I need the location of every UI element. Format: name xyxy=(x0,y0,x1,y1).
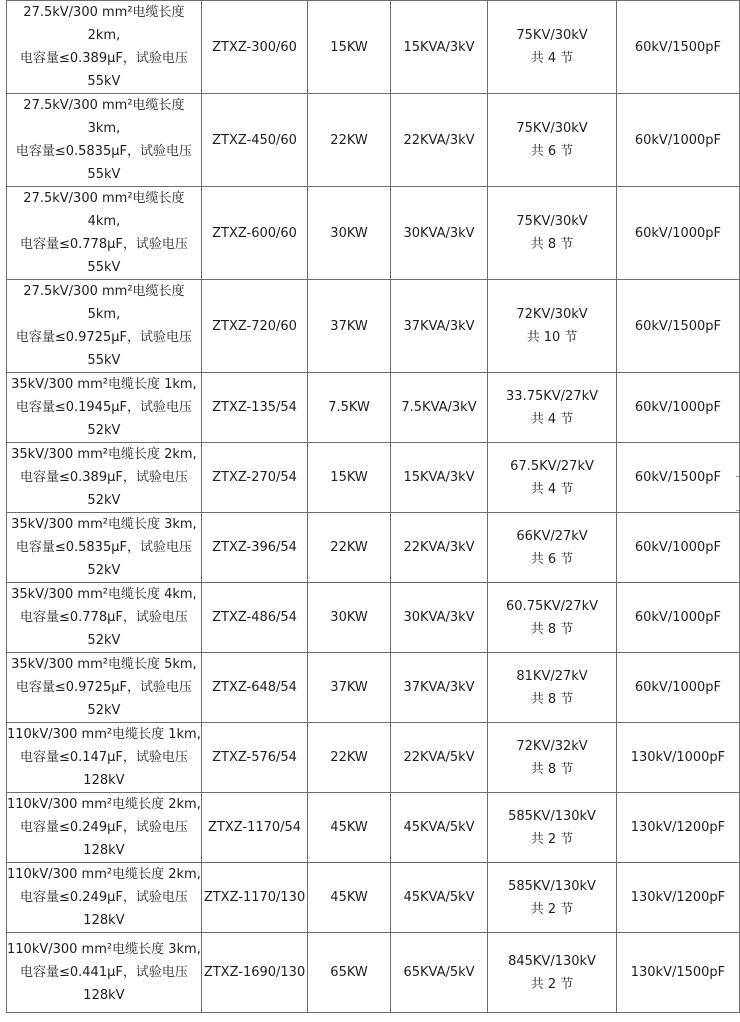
cable-spec-cell xyxy=(7,187,202,280)
model-cell: ZTXZ-270/54 xyxy=(201,443,307,513)
table-row xyxy=(7,723,740,793)
exciter-cell: 15KVA/3kV xyxy=(390,1,487,94)
exciter-cell: 22KVA/3kV xyxy=(390,94,487,187)
table-row xyxy=(7,1,740,94)
table-row xyxy=(7,513,740,583)
exciter-cell: 15KVA/3kV xyxy=(390,443,487,513)
model-cell: ZTXZ-1690/130 xyxy=(201,933,307,1013)
reactor-cell-line: 共 4 节 xyxy=(530,481,574,497)
cable-spec-cell-line: 128kV xyxy=(83,913,125,928)
model-cell: ZTXZ-1170/54 xyxy=(201,793,307,863)
divider-cell: 130kV/1200pF xyxy=(616,793,739,863)
cable-spec-cell-line: 27.5kV/300 mm²电缆长度 xyxy=(23,98,185,113)
cable-spec-cell-line: 电容量≤0.778μF，试验电压 xyxy=(19,610,188,625)
reactor-cell xyxy=(488,187,617,280)
model-cell: ZTXZ-600/60 xyxy=(201,187,307,280)
model-cell: ZTXZ-720/60 xyxy=(201,280,307,373)
power-cell: 22KW xyxy=(308,513,391,583)
cable-spec-cell-line: 电容量≤0.389μF，试验电压 xyxy=(19,51,188,66)
cable-spec-cell xyxy=(7,933,202,1013)
reactor-cell-line: 共 8 节 xyxy=(530,237,574,252)
divider-cell: 60kV/1500pF xyxy=(616,280,739,373)
cable-spec-cell-line: 电容量≤0.389μF，试验电压 xyxy=(19,470,188,485)
reactor-cell xyxy=(488,723,617,793)
cable-spec-cell xyxy=(7,443,202,513)
cable-spec-cell xyxy=(7,1,202,94)
spec-table-body xyxy=(7,1,740,1013)
divider-cell: 130kV/1200pF xyxy=(616,863,739,933)
exciter-cell: 30KVA/3kV xyxy=(390,187,487,280)
reactor-cell-line: 共 6 节 xyxy=(530,551,574,567)
cable-spec-cell-line: 52kV xyxy=(87,423,121,438)
model-cell: ZTXZ-135/54 xyxy=(201,373,307,443)
cable-spec-cell xyxy=(7,653,202,723)
cable-spec-cell-line: 128kV xyxy=(83,773,125,788)
divider-cell: 60kV/1000pF xyxy=(616,94,739,187)
cable-spec-cell-line: 128kV xyxy=(83,988,125,1003)
cable-spec-cell xyxy=(7,373,202,443)
reactor-cell xyxy=(488,793,617,863)
divider-cell: 60kV/1000pF xyxy=(616,187,739,280)
cable-spec-cell xyxy=(7,863,202,933)
cable-spec-cell-line: 35kV/300 mm²电缆长度 5km, xyxy=(11,657,197,672)
cable-spec-cell xyxy=(7,513,202,583)
reactor-cell xyxy=(488,513,617,583)
table-row xyxy=(7,653,740,723)
cable-spec-cell-line: 52kV xyxy=(87,563,121,578)
spec-table xyxy=(6,0,740,1013)
power-cell: 45KW xyxy=(308,863,391,933)
reactor-cell xyxy=(488,280,617,373)
reactor-cell-line: 共 2 节 xyxy=(530,976,574,992)
exciter-cell: 37KVA/3kV xyxy=(390,653,487,723)
cable-spec-cell-line: 55kV xyxy=(87,260,121,275)
reactor-cell-line: 845KV/130kV xyxy=(508,953,596,969)
cable-spec-cell-line: 电容量≤0.1945μF，试验电压 xyxy=(15,400,192,415)
table-row xyxy=(7,94,740,187)
reactor-cell-line: 共 10 节 xyxy=(526,330,578,345)
reactor-cell-line: 共 2 节 xyxy=(530,901,574,917)
reactor-cell-line: 共 8 节 xyxy=(530,621,574,637)
power-cell: 37KW xyxy=(308,280,391,373)
exciter-cell: 45KVA/5kV xyxy=(390,793,487,863)
power-cell: 30KW xyxy=(308,187,391,280)
cable-spec-cell-line: 5km, xyxy=(87,307,121,322)
table-row xyxy=(7,863,740,933)
cable-spec-cell-line: 110kV/300 mm²电缆长度 1km, xyxy=(7,727,201,742)
power-cell: 22KW xyxy=(308,94,391,187)
cable-spec-cell-line: 电容量≤0.5835μF，试验电压 xyxy=(15,540,192,555)
exciter-cell: 22KVA/3kV xyxy=(390,513,487,583)
cable-spec-cell xyxy=(7,793,202,863)
table-row xyxy=(7,793,740,863)
cable-spec-cell-line: 电容量≤0.9725μF，试验电压 xyxy=(15,330,192,345)
table-row xyxy=(7,443,740,513)
divider-cell: 60kV/1000pF xyxy=(616,653,739,723)
model-cell: ZTXZ-300/60 xyxy=(201,1,307,94)
cable-spec-cell-line: 110kV/300 mm²电缆长度 2km, xyxy=(7,797,201,812)
reactor-cell-line: 585KV/130kV xyxy=(508,808,596,824)
model-cell: ZTXZ-396/54 xyxy=(201,513,307,583)
table-row xyxy=(7,583,740,653)
cable-spec-cell-line: 电容量≤0.249μF，试验电压 xyxy=(19,890,188,905)
reactor-cell xyxy=(488,863,617,933)
reactor-cell-line: 75KV/30kV xyxy=(516,121,588,136)
reactor-cell-line: 72KV/32kV xyxy=(516,738,588,754)
cable-spec-cell xyxy=(7,280,202,373)
exciter-cell: 45KVA/5kV xyxy=(390,863,487,933)
reactor-cell-line: 共 8 节 xyxy=(530,761,574,777)
divider-cell: 60kV/1000pF xyxy=(616,583,739,653)
reactor-cell-line: 72KV/30kV xyxy=(516,307,588,322)
exciter-cell: 22KVA/5kV xyxy=(390,723,487,793)
cable-spec-cell-line: 35kV/300 mm²电缆长度 3km, xyxy=(11,517,197,532)
cable-spec-cell-line: 52kV xyxy=(87,633,121,648)
reactor-cell-line: 81KV/27kV xyxy=(516,668,588,684)
reactor-cell-line: 共 2 节 xyxy=(530,831,574,847)
divider-cell: 60kV/1500pF xyxy=(616,443,739,513)
cable-spec-cell-line: 128kV xyxy=(83,843,125,858)
reactor-cell xyxy=(488,94,617,187)
exciter-cell: 30KVA/3kV xyxy=(390,583,487,653)
cable-spec-cell-line: 27.5kV/300 mm²电缆长度 xyxy=(23,284,185,299)
cable-spec-cell-line: 110kV/300 mm²电缆长度 2km, xyxy=(7,867,201,882)
model-cell: ZTXZ-576/54 xyxy=(201,723,307,793)
reactor-cell-line: 75KV/30kV xyxy=(516,28,588,43)
reactor-cell-line: 共 4 节 xyxy=(530,51,574,66)
cable-spec-cell-line: 55kV xyxy=(87,353,121,368)
power-cell: 22KW xyxy=(308,723,391,793)
model-cell: ZTXZ-486/54 xyxy=(201,583,307,653)
cable-spec-cell-line: 3km, xyxy=(87,121,121,136)
model-cell: ZTXZ-1170/130 xyxy=(201,863,307,933)
cable-spec-cell-line: 电容量≤0.9725μF，试验电压 xyxy=(15,680,192,695)
cable-spec-cell-line: 27.5kV/300 mm²电缆长度 xyxy=(23,5,185,20)
cable-spec-cell-line: 35kV/300 mm²电缆长度 2km, xyxy=(11,447,197,462)
cable-spec-cell-line: 27.5kV/300 mm²电缆长度 xyxy=(23,191,185,206)
model-cell: ZTXZ-648/54 xyxy=(201,653,307,723)
reactor-cell-line: 共 6 节 xyxy=(530,144,574,159)
divider-cell: 60kV/1500pF xyxy=(616,1,739,94)
power-cell: 7.5KW xyxy=(308,373,391,443)
edge-mark xyxy=(736,510,739,511)
divider-cell: 60kV/1000pF xyxy=(616,513,739,583)
power-cell: 30KW xyxy=(308,583,391,653)
reactor-cell-line: 75KV/30kV xyxy=(516,214,588,229)
reactor-cell xyxy=(488,373,617,443)
reactor-cell xyxy=(488,583,617,653)
table-row xyxy=(7,933,740,1013)
cable-spec-cell-line: 4km, xyxy=(87,214,121,229)
cable-spec-cell-line: 电容量≤0.5835μF，试验电压 xyxy=(15,144,192,159)
table-row xyxy=(7,280,740,373)
reactor-cell-line: 60.75KV/27kV xyxy=(506,598,599,614)
power-cell: 15KW xyxy=(308,443,391,513)
cable-spec-cell-line: 110kV/300 mm²电缆长度 3km, xyxy=(7,942,201,957)
cable-spec-cell-line: 电容量≤0.441μF，试验电压 xyxy=(19,965,188,980)
model-cell: ZTXZ-450/60 xyxy=(201,94,307,187)
reactor-cell xyxy=(488,653,617,723)
edge-mark xyxy=(736,476,739,477)
reactor-cell xyxy=(488,933,617,1013)
reactor-cell-line: 共 4 节 xyxy=(530,411,574,427)
table-row xyxy=(7,187,740,280)
reactor-cell-line: 66KV/27kV xyxy=(516,528,588,544)
cable-spec-cell xyxy=(7,94,202,187)
reactor-cell xyxy=(488,443,617,513)
power-cell: 45KW xyxy=(308,793,391,863)
exciter-cell: 37KVA/3kV xyxy=(390,280,487,373)
power-cell: 37KW xyxy=(308,653,391,723)
power-cell: 65KW xyxy=(308,933,391,1013)
exciter-cell: 65KVA/5kV xyxy=(390,933,487,1013)
cable-spec-cell-line: 52kV xyxy=(87,493,121,508)
cable-spec-cell-line: 55kV xyxy=(87,74,121,89)
cable-spec-cell-line: 电容量≤0.249μF，试验电压 xyxy=(19,820,188,835)
cable-spec-cell xyxy=(7,583,202,653)
table-row xyxy=(7,373,740,443)
reactor-cell-line: 33.75KV/27kV xyxy=(506,388,599,404)
power-cell: 15KW xyxy=(308,1,391,94)
cable-spec-cell-line: 35kV/300 mm²电缆长度 4km, xyxy=(11,587,197,602)
cable-spec-cell xyxy=(7,723,202,793)
cable-spec-cell-line: 电容量≤0.778μF，试验电压 xyxy=(19,237,188,252)
reactor-cell-line: 共 8 节 xyxy=(530,691,574,707)
cable-spec-cell-line: 电容量≤0.147μF，试验电压 xyxy=(19,750,188,765)
reactor-cell xyxy=(488,1,617,94)
divider-cell: 130kV/1500pF xyxy=(616,933,739,1013)
divider-cell: 130kV/1000pF xyxy=(616,723,739,793)
exciter-cell: 7.5KVA/3kV xyxy=(390,373,487,443)
reactor-cell-line: 585KV/130kV xyxy=(508,878,596,894)
cable-spec-cell-line: 55kV xyxy=(87,167,121,182)
divider-cell: 60kV/1000pF xyxy=(616,373,739,443)
cable-spec-cell-line: 52kV xyxy=(87,703,121,718)
reactor-cell-line: 67.5KV/27kV xyxy=(510,458,594,474)
cable-spec-cell-line: 2km, xyxy=(87,28,121,43)
cable-spec-cell-line: 35kV/300 mm²电缆长度 1km, xyxy=(11,377,197,392)
